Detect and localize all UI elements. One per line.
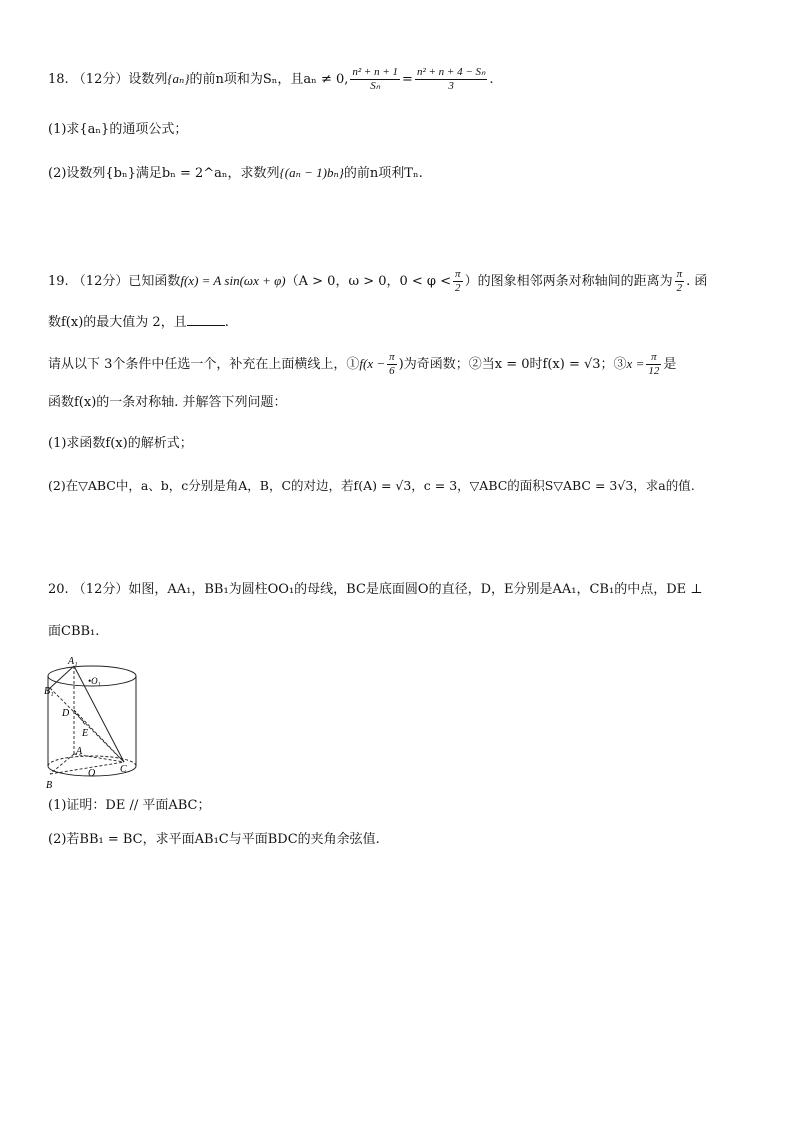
q19-cond2-mark: ②	[468, 357, 482, 372]
q19-pi-half	[453, 268, 463, 295]
q20-line2: 面CBB₁.	[48, 624, 100, 639]
q18-eq: =	[402, 72, 413, 87]
q19-cond3-mark: ③	[613, 357, 627, 372]
q19-fill-blank	[187, 311, 225, 326]
q19-line2-pre: 数f(x)的最大值为 2，且	[48, 315, 187, 330]
q19-cond3-den: 12	[648, 365, 660, 377]
q18-line1-mid: 的前n项和为Sₙ，且aₙ ≠ 0,	[189, 72, 349, 87]
label-a: A	[76, 746, 83, 757]
q19-cond1: f(x −	[359, 356, 386, 371]
q18-number: 18. （12分）设数列	[48, 72, 168, 87]
diameter-bc	[50, 762, 124, 774]
q18-part2	[48, 163, 423, 184]
q18-frac2-den: 3	[448, 80, 454, 92]
label-e: E	[82, 728, 89, 739]
q19-pi-num: π	[455, 268, 461, 280]
q19-cond1-end: )为奇函数；	[398, 357, 469, 372]
q19-cond3-frac	[646, 351, 661, 378]
q19-line1-end: . 函	[686, 274, 708, 289]
label-c: C	[120, 764, 127, 775]
q19-cond1-frac	[387, 351, 397, 378]
q18-frac1	[350, 66, 400, 93]
label-b: B	[46, 780, 53, 791]
q19-pi-den-2: 2	[676, 282, 683, 294]
q19-line2	[48, 311, 229, 333]
q18-part2-end: 的前n项利Tₙ.	[343, 166, 423, 181]
q19-pi-den: 2	[455, 282, 461, 294]
q18-part2-seq: {(aₙ − 1)bₙ}	[279, 165, 344, 180]
q19-cond1-den: 6	[389, 365, 395, 377]
q19-cond3: x =	[626, 356, 645, 371]
q18-part1: (1)求{aₙ}的通项公式；	[48, 122, 188, 137]
label-o1: •O₁	[88, 676, 101, 686]
q19-func: f(x) = A sin(ωx + φ)	[180, 273, 286, 288]
q19-pi-num-2: π	[676, 268, 683, 280]
q19-cond1-mark: ①	[346, 357, 360, 372]
q19-cond3-end: 是	[663, 357, 677, 372]
q19-part1: (1)求函数f(x)的解析式；	[48, 436, 193, 451]
q19-line3-pre: 请从以下 3个条件中任选一个，补充在上面横线上，	[48, 357, 347, 372]
q20-part1: (1)证明：DE // 平面ABC；	[48, 798, 211, 813]
q19-line4: 函数f(x)的一条对称轴. 并解答下列问题：	[48, 395, 287, 410]
q18-frac1-num: n² + n + 1	[352, 66, 399, 78]
q19-number: 19. （12分）已知函数	[48, 274, 181, 289]
q20-line1: 20. （12分）如图，AA₁，BB₁为圆柱OO₁的母线，BC是底面圆O的直径，D，E分别是AA₁，CB₁的中点，DE ⊥	[48, 582, 703, 597]
q18-frac1-den: Sₙ	[370, 80, 381, 92]
q18-frac2	[415, 66, 487, 93]
label-b1: B₁	[44, 686, 54, 697]
q19-cond: （A > 0，ω > 0，0 < φ <	[285, 274, 452, 289]
q19-line1	[48, 268, 707, 295]
q19-cond3-num: π	[646, 351, 661, 365]
cylinder-figure	[44, 654, 154, 794]
q19-cond2: 当x = 0时f(x) = √3；	[481, 357, 614, 372]
q18-part2-pre: (2)设数列{bₙ}满足bₙ = 2^aₙ，求数列	[48, 166, 280, 181]
q18-line1	[48, 66, 494, 93]
q19-line3	[48, 351, 676, 378]
q18-frac2-num: n² + n + 4 − Sₙ	[416, 66, 486, 78]
label-o: O	[88, 768, 96, 779]
label-a1: A₁	[68, 656, 78, 667]
q18-seq-a: {aₙ}	[167, 71, 190, 86]
q19-pi-half-2	[675, 268, 685, 295]
label-d: D	[62, 708, 70, 719]
q18-line1-end: .	[489, 72, 494, 87]
q19-part2: (2)在▽ABC中，a、b，c分别是角A，B，C的对边，若f(A) = √3，c = 3，▽ABC的面积S▽ABC = 3√3，求a的值.	[48, 478, 695, 493]
q20-part2: (2)若BB₁ = BC，求平面AB₁C与平面BDC的夹角余弦值.	[48, 832, 380, 847]
q19-cond1-num: π	[389, 351, 395, 363]
q19-line2-end: .	[224, 315, 229, 330]
q19-line1-mid: ）的图象相邻两条对称轴间的距离为	[464, 274, 673, 289]
